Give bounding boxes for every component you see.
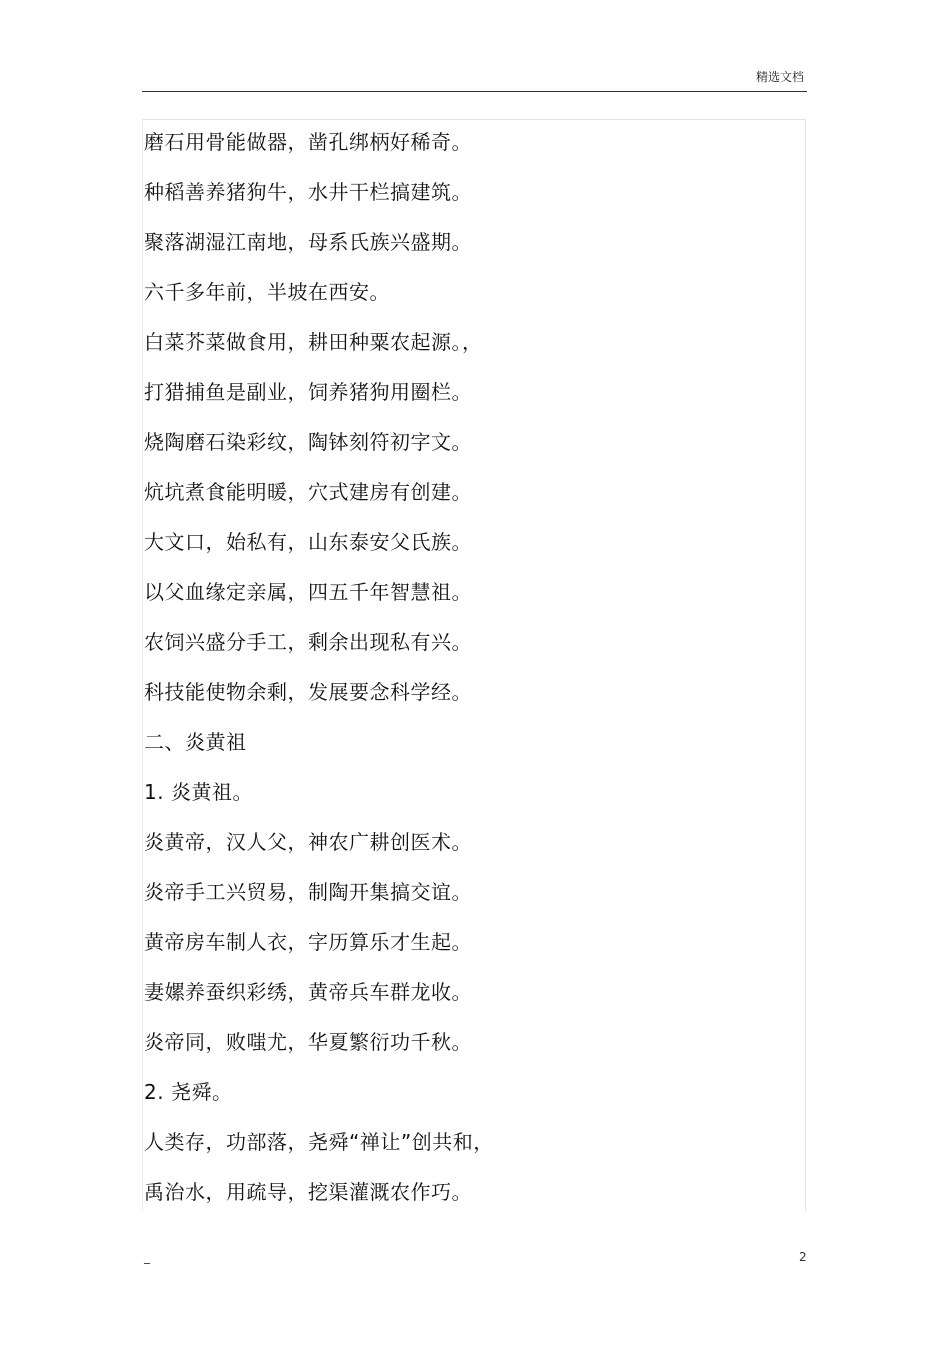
header-label: 精选文档 (755, 70, 804, 84)
text-line: 禹治水，用疏导，挖渠灌溉农作巧。 (144, 1180, 472, 1204)
footer-mark: _ (144, 1250, 150, 1264)
text-line: 烧陶磨石染彩纹，陶钵刻符初字文。 (144, 430, 472, 454)
text-line: 打猎捕鱼是副业，饲养猪狗用圈栏。 (144, 380, 472, 404)
text-line: 炎黄帝，汉人父，神农广耕创医术。 (144, 830, 472, 854)
text-line: 妻嫘养蚕织彩绣，黄帝兵车群龙收。 (144, 980, 472, 1004)
text-line: 种稻善养猪狗牛，水井干栏搞建筑。 (144, 180, 472, 204)
text-line: 人类存，功部落，尧舜“禅让”创共和， (144, 1130, 494, 1154)
subsection-heading: 1. 炎黄祖。 (144, 780, 253, 804)
text-line: 六千多年前，半坡在西安。 (144, 280, 390, 304)
text-line: 以父血缘定亲属，四五千年智慧祖。 (144, 580, 472, 604)
page-number: 2 (799, 1250, 807, 1264)
text-line: 黄帝房车制人衣，字历算乐才生起。 (144, 930, 472, 954)
subsection-heading: 2. 尧舜。 (144, 1080, 233, 1104)
text-line: 炎帝手工兴贸易，制陶开集搞交谊。 (144, 880, 472, 904)
text-line: 炎帝同，败嗤尤，华夏繁衍功千秋。 (144, 1030, 472, 1054)
text-line: 大文口，始私有，山东泰安父氏族。 (144, 530, 472, 554)
text-line: 磨石用骨能做器，凿孔绑柄好稀奇。 (144, 130, 472, 154)
document-body (144, 117, 784, 1217)
text-line: 农饲兴盛分手工，剩余出现私有兴。 (144, 630, 472, 654)
text-line: 科技能使物余剩，发展要念科学经。 (144, 680, 472, 704)
section-heading: 二、炎黄祖 (144, 730, 247, 754)
header-divider (142, 91, 807, 92)
text-line: 聚落湖湿江南地，母系氏族兴盛期。 (144, 230, 472, 254)
text-line: 炕坑煮食能明暖，穴式建房有创建。 (144, 480, 472, 504)
text-line: 白菜芥菜做食用，耕田种粟农起源。， (144, 330, 483, 354)
